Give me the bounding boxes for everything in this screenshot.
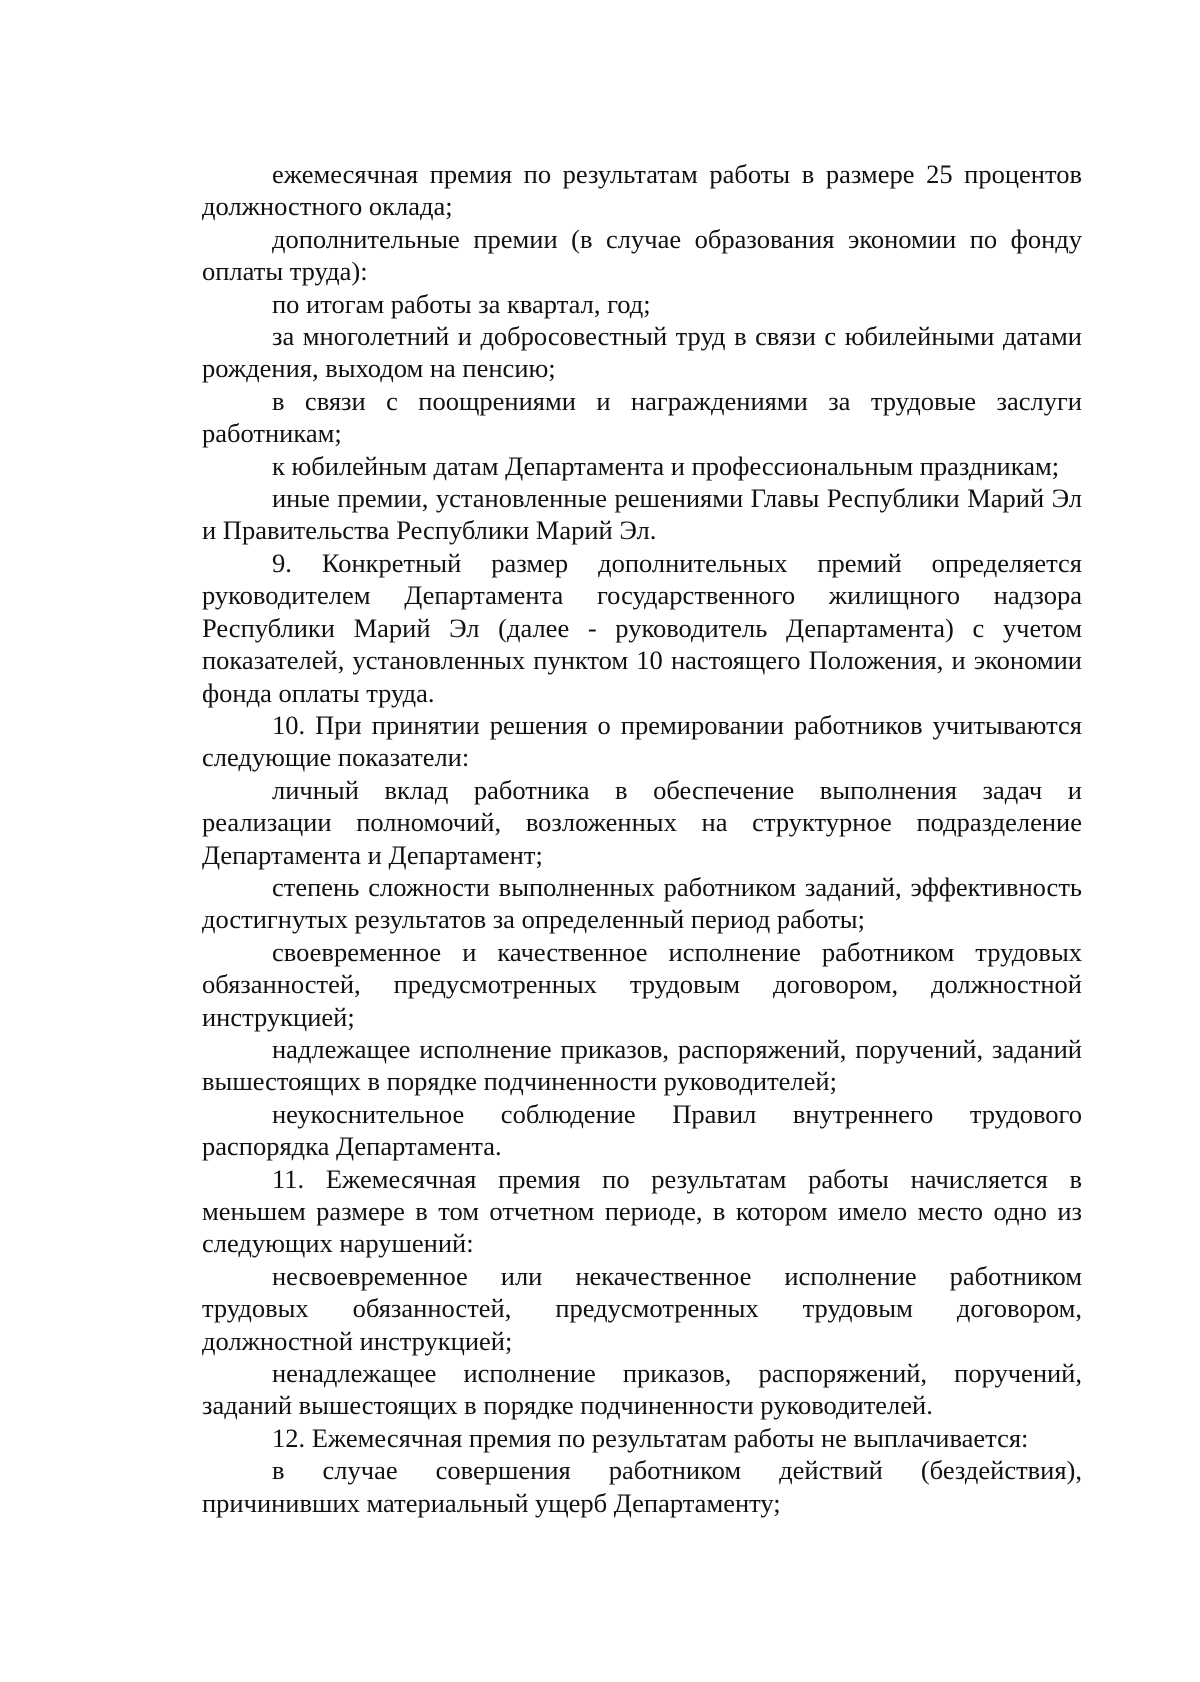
paragraph-quarter-year: по итогам работы за квартал, год;	[272, 288, 651, 319]
paragraph-item-12: 12. Ежемесячная премия по результатам работы не выплачивается:	[272, 1422, 1029, 1453]
paragraph-internal-rules: неукоснительное соблюдение Правил внутреннего трудового распорядка Департамента.	[202, 1098, 1082, 1162]
paragraph-untimely-performance: несвоевременное или некачественное исполнение работником трудовых обязанностей, предусмотренных трудовым договором, должностной инструкцией;	[202, 1260, 1082, 1356]
paragraph-other-bonuses: иные премии, установленные решениями Главы Республики Марий Эл и Правительства Республики Марий Эл.	[202, 483, 1082, 546]
paragraph-long-service: за многолетний и добросовестный труд в связи с юбилейными датами рождения, выходом на пенсию;	[202, 321, 1082, 384]
paragraph-item-11: 11. Ежемесячная премия по результатам работы начисляется в меньшем размере в том отчетном периоде, в котором имело место одно из следующих нарушений:	[202, 1163, 1082, 1259]
paragraph-timely-performance: своевременное и качественное исполнение работником трудовых обязанностей, предусмотренных трудовым договором, должностной инструкцией;	[202, 936, 1082, 1032]
paragraph-item-9: 9. Конкретный размер дополнительных премий определяется руководителем Департамента государственного жилищного надзора Республики Марий Эл (далее - руководитель Департамента) с учетом показателей, установленных пунктом 10 настоящего Положения, и экономии фонда оплаты труда.	[202, 547, 1082, 708]
paragraph-complexity: степень сложности выполненных работником заданий, эффективность достигнутых результатов за определенный период работы;	[202, 871, 1082, 935]
paragraph-proper-execution: надлежащее исполнение приказов, распоряжений, поручений, заданий вышестоящих в порядке подчиненности руководителей;	[202, 1033, 1082, 1097]
paragraph-additional-bonuses: дополнительные премии (в случае образования экономии по фонду оплаты труда):	[202, 223, 1082, 287]
paragraph-personal-contribution: личный вклад работника в обеспечение выполнения задач и реализации полномочий, возложенных на структурное подразделение Департамента и Департамент;	[202, 774, 1082, 870]
paragraph-item-10: 10. При принятии решения о премировании работников учитываются следующие показатели:	[202, 709, 1082, 773]
paragraph-awards: в связи с поощрениями и награждениями за трудовые заслуги работникам;	[202, 385, 1082, 449]
paragraph-improper-execution: ненадлежащее исполнение приказов, распоряжений, поручений, заданий вышестоящих в порядке подчиненности руководителей.	[202, 1358, 1082, 1421]
paragraph-anniversaries: к юбилейным датам Департамента и профессиональным праздникам;	[272, 450, 1060, 481]
paragraph-monthly-bonus: ежемесячная премия по результатам работы в размере 25 процентов должностного оклада;	[202, 159, 1082, 222]
document-body	[202, 158, 1082, 1519]
paragraph-material-damage: в случае совершения работником действий (бездействия), причинивших материальный ущерб Департаменту;	[202, 1455, 1082, 1518]
